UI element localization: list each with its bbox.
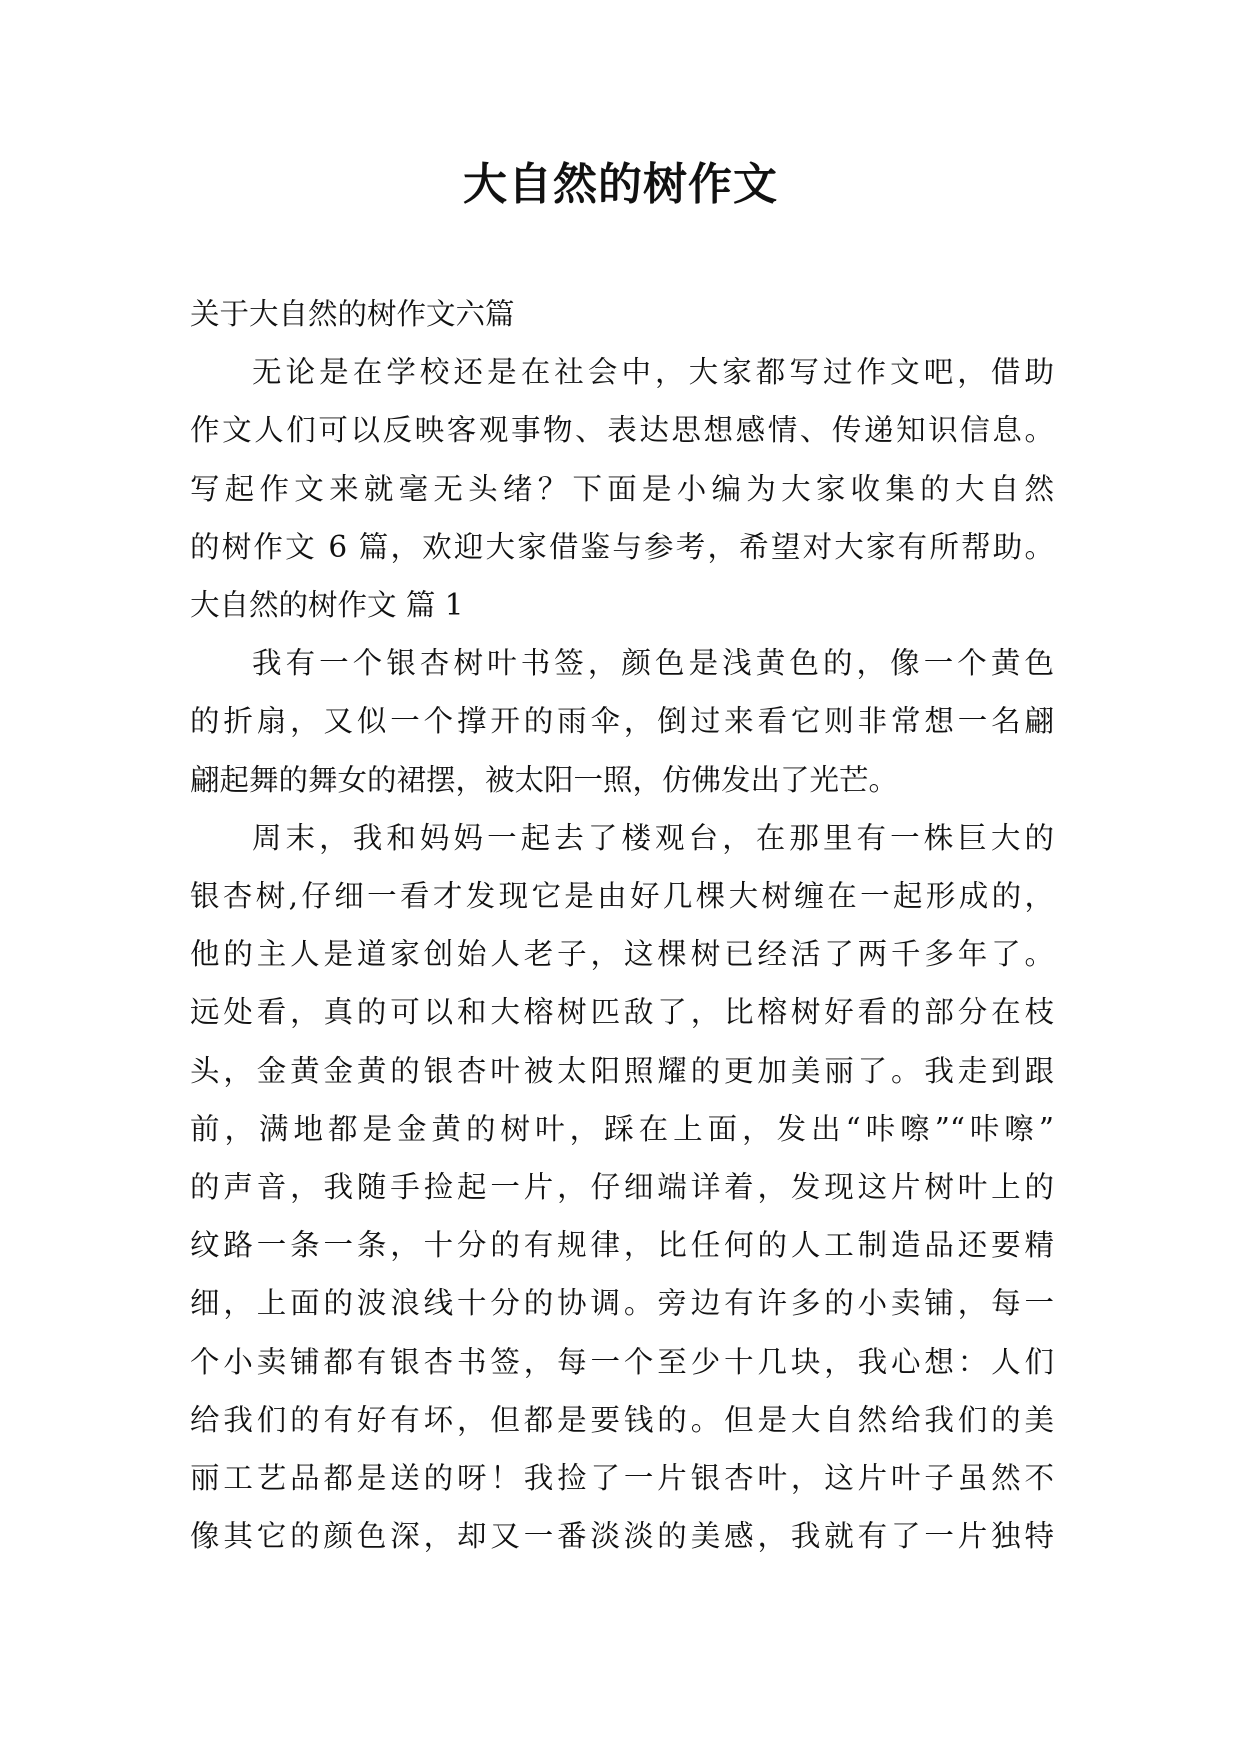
- text-line: 远处看，真的可以和大榕树匹敌了，比榕树好看的部分在枝: [190, 995, 1054, 1030]
- subtitle-line: 关于大自然的树作文六篇: [190, 297, 515, 331]
- text-line: 他的主人是道家创始人老子，这棵树已经活了两千多年了。: [190, 937, 1054, 972]
- text-line: 银杏树,仔细一看才发现它是由好几棵大树缠在一起形成的，: [190, 879, 1054, 914]
- text-line: 作文人们可以反映客观事物、表达思想感情、传递知识信息。: [190, 413, 1054, 448]
- text-line: 的折扇，又似一个撑开的雨伞，倒过来看它则非常想一名翩: [190, 704, 1054, 739]
- text-line: 给我们的有好有坏，但都是要钱的。但是大自然给我们的美: [190, 1402, 1054, 1437]
- text-line: 周末，我和妈妈一起去了楼观台，在那里有一株巨大的: [252, 820, 1054, 855]
- text-line: 像其它的颜色深，却又一番淡淡的美感，我就有了一片独特: [190, 1519, 1054, 1554]
- text-line: 翩起舞的舞女的裙摆，被太阳一照，仿佛发出了光芒。: [190, 762, 899, 797]
- text-line: 头，金黄金黄的银杏叶被太阳照耀的更加美丽了。我走到跟: [190, 1053, 1054, 1088]
- text-line: 的声音，我随手捡起一片，仔细端详着，发现这片树叶上的: [190, 1170, 1054, 1205]
- text-line: 我有一个银杏树叶书签，颜色是浅黄色的，像一个黄色: [252, 646, 1054, 681]
- text-line: 前，满地都是金黄的树叶，踩在上面，发出“咔嚓”“咔嚓”: [190, 1111, 1054, 1146]
- text-line: 纹路一条一条，十分的有规律，比任何的人工制造品还要精: [190, 1228, 1054, 1263]
- text-line: 细，上面的波浪线十分的协调。旁边有许多的小卖铺，每一: [190, 1286, 1054, 1321]
- text-line: 丽工艺品都是送的呀！我捡了一片银杏叶，这片叶子虽然不: [190, 1461, 1054, 1496]
- document-body: [190, 285, 1054, 1565]
- document-title: 大自然的树作文: [463, 159, 778, 210]
- section-heading: 大自然的树作文 篇 1: [190, 588, 464, 623]
- text-line: 个小卖铺都有银杏书签，每一个至少十几块，我心想：人们: [190, 1344, 1054, 1379]
- text-line: 写起作文来就毫无头绪？下面是小编为大家收集的大自然: [190, 471, 1054, 506]
- text-line: 的树作文 6 篇，欢迎大家借鉴与参考，希望对大家有所帮助。: [190, 529, 1054, 564]
- text-line: 无论是在学校还是在社会中，大家都写过作文吧，借助: [252, 355, 1054, 390]
